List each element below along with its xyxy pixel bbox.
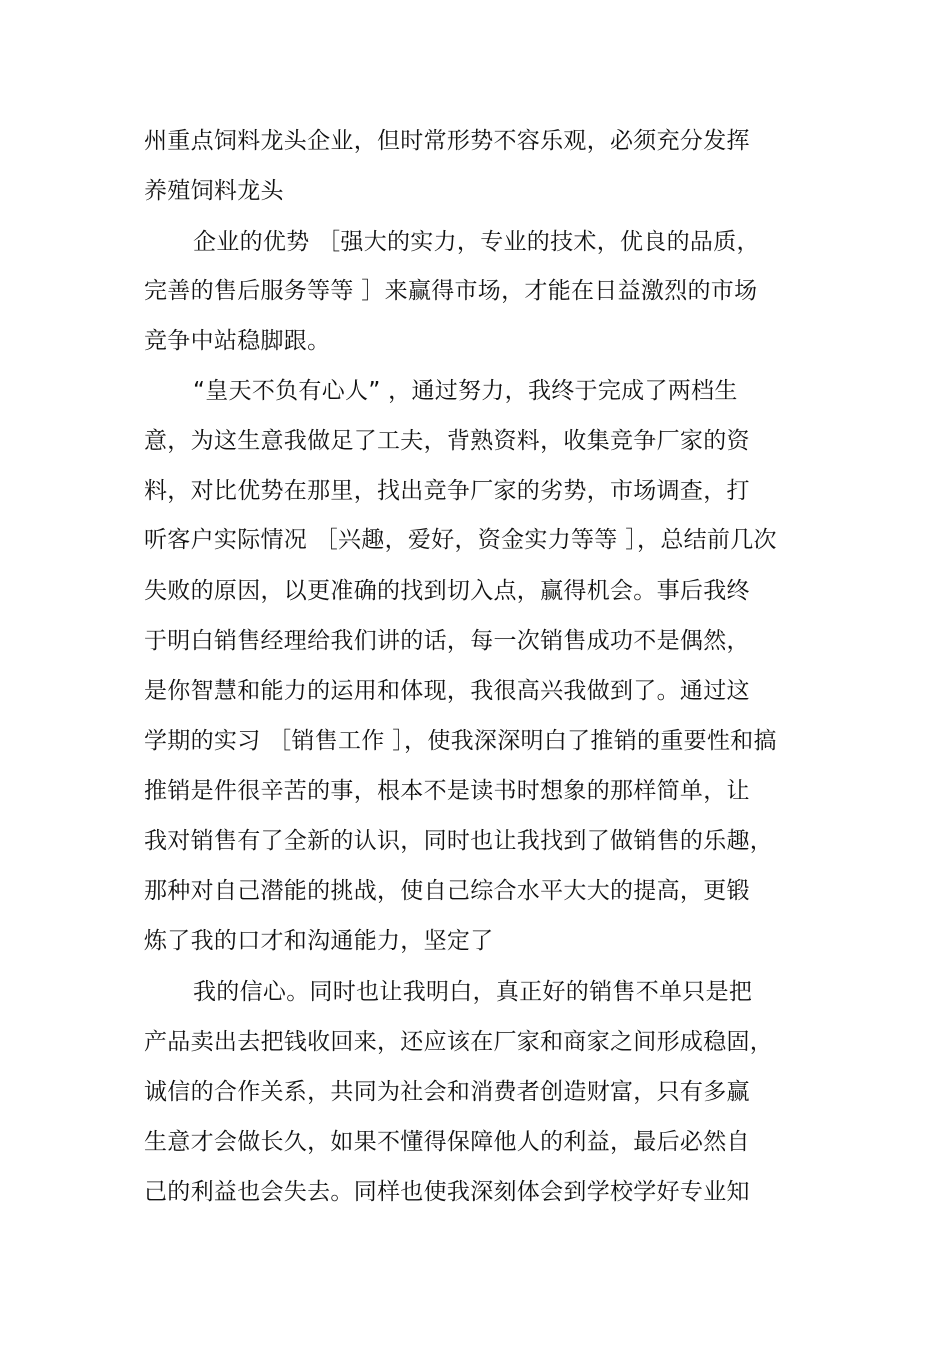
text-line: 失败的原因，以更准确的找到切入点，赢得机会。事后我终 — [144, 578, 750, 604]
text-line: 产品卖出去把钱收回来，还应该在厂家和商家之间形成稳固， — [144, 1029, 774, 1055]
text-line: 学期的实习 ［销售工作 ］，使我深深明白了推销的重要性和搞 — [144, 728, 777, 754]
text-line: 己的利益也会失去。同样也使我深刻体会到学校学好专业知 — [144, 1179, 750, 1205]
text-line: 于明白销售经理给我们讲的话，每一次销售成功不是偶然， — [144, 628, 750, 654]
text-line: 推销是件很辛苦的事，根本不是读书时想象的那样简单，让 — [144, 778, 750, 804]
text-line: “皇天不负有心人” ，通过努力，我终于完成了两档生 — [193, 378, 738, 404]
text-line: 诚信的合作关系，共同为社会和消费者创造财富，只有多赢 — [144, 1079, 750, 1105]
text-line: 养殖饲料龙头 — [144, 178, 284, 204]
text-line: 我对销售有了全新的认识，同时也让我找到了做销售的乐趣， — [144, 828, 774, 854]
text-line: 听客户实际情况 ［兴趣，爱好，资金实力等等 ］，总结前几次 — [144, 527, 777, 553]
text-line: 竞争中站稳脚跟。 — [144, 328, 331, 354]
text-line: 炼了我的口才和沟通能力，坚定了 — [144, 928, 494, 954]
text-line: 意，为这生意我做足了工夫，背熟资料，收集竞争厂家的资 — [144, 428, 750, 454]
text-line: 生意才会做长久，如果不懂得保障他人的利益，最后必然自 — [144, 1129, 750, 1155]
text-line: 完善的售后服务等等 ］来赢得市场，才能在日益激烈的市场 — [144, 278, 758, 304]
text-line: 料，对比优势在那里，找出竞争厂家的劣势，市场调查，打 — [144, 478, 750, 504]
text-line: 企业的优势 ［强大的实力，专业的技术，优良的品质， — [193, 229, 760, 255]
text-line: 是你智慧和能力的运用和体现，我很高兴我做到了。通过这 — [144, 678, 750, 704]
text-line: 州重点饲料龙头企业，但时常形势不容乐观，必须充分发挥 — [144, 128, 750, 154]
text-line: 我的信心。同时也让我明白，真正好的销售不单只是把 — [193, 979, 753, 1005]
text-line: 那种对自己潜能的挑战，使自己综合水平大大的提高，更锻 — [144, 878, 750, 904]
